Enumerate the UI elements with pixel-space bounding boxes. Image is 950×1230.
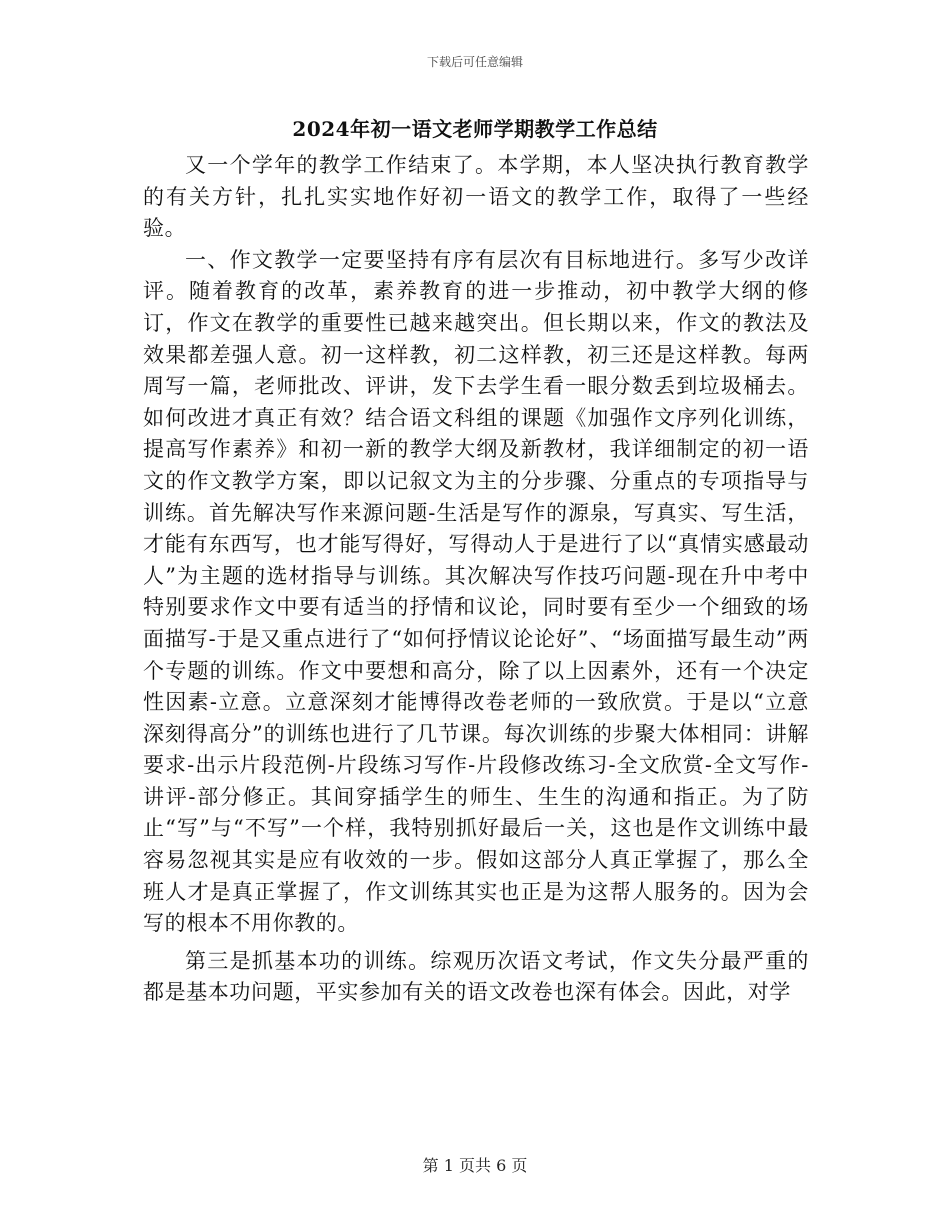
document-title: 2024年初一语文老师学期教学工作总结 <box>292 117 658 141</box>
paragraph: 又一个学年的教学工作结束了。本学期，本人坚决执行教育教学的有关方针，扎扎实实地作好初一语文的教学工作，取得了一些经验。 <box>143 153 809 241</box>
paragraph: 一、作文教学一定要坚持有序有层次有目标地进行。多写少改详评。随着教育的改革，素养教育的进一步推动，初中教学大纲的修订，作文在教学的重要性已越来越突出。但长期以来，作文的教法及效果都差强人意。初一这样教，初二这样教，初三还是这样教。每两周写一篇，老师批改、评讲，发下去学生看一眼分数丢到垃圾桶去。如何改进才真正有效？结合语文科组的课题《加强作文序列化训练，提高写作素养》和初一新的教学大纲及新教材，我详细制定的初一语文的作文教学方案，即以记叙文为主的分步骤、分重点的专项指导与训练。首先解决写作来源问题-生活是写作的源泉，写真实、写生活，才能有东西写，也才能写得好，写得动人于是进行了以“真情实感最动人”为主题的选材指导与训练。其次解决写作技巧问题-现在升中考中特别要求作文中要有适当的抒情和议论，同时要有至少一个细致的场面描写-于是又重点进行了“如何抒情议论论好”、“场面描写最生动”两个专题的训练。作文中要想和高分，除了以上因素外，还有一个决定性因素-立意。立意深刻才能博得改卷老师的一致欣赏。于是以“立意深刻得高分”的训练也进行了几节课。每次训练的步聚大体相同：讲解要求-出示片段范例-片段练习写作-片段修改练习-全文欣赏-全文写作-讲评-部分修正。其间穿插学生的师生、生生的沟通和指正。为了防止“写”与“不写”一个样，我特别抓好最后一关，这也是作文训练中最容易忽视其实是应有收效的一步。假如这部分人真正掌握了，那么全班人才是真正掌握了，作文训练其实也正是为这帮人服务的。因为会写的根本不用你教的。 <box>143 247 809 936</box>
paragraph: 第三是抓基本功的训练。综观历次语文考试，作文失分最严重的都是基本功问题，平实参加有关的语文改卷也深有体会。因此，对学 <box>143 948 809 1005</box>
document-body <box>143 150 809 1009</box>
header-note: 下载后可任意编辑 <box>426 55 523 69</box>
page-number-footer: 第 1 页共 6 页 <box>422 1156 528 1175</box>
